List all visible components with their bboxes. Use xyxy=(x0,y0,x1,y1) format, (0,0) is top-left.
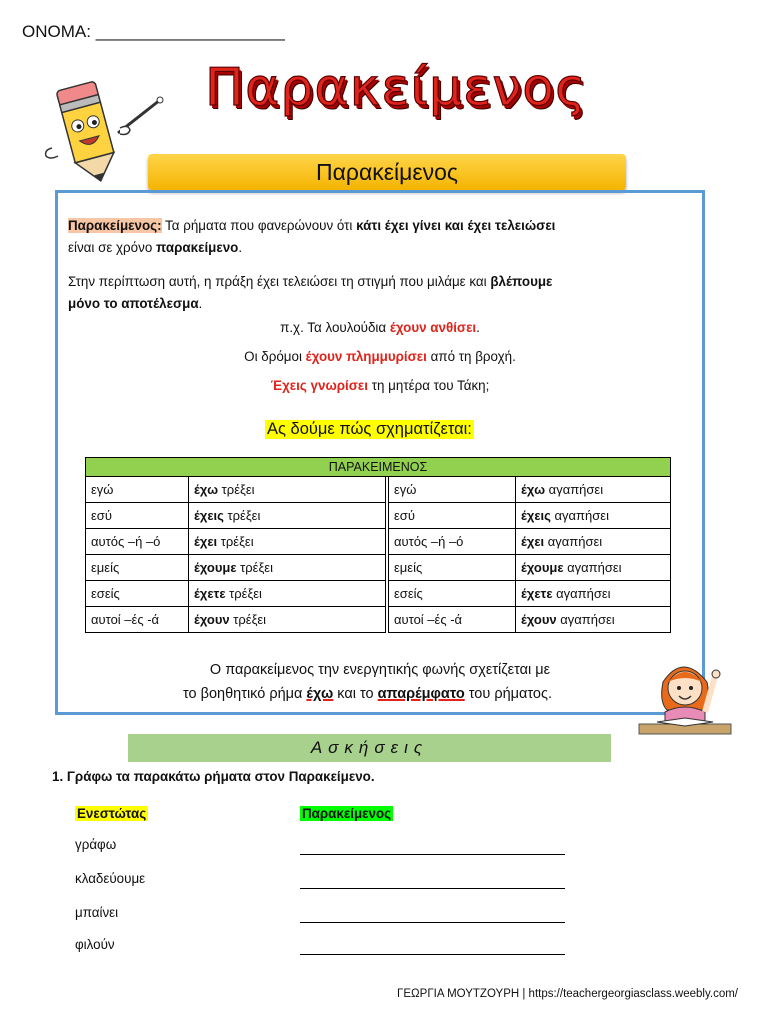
verb-item: φιλούν xyxy=(75,937,115,952)
verb-item: μπαίνει xyxy=(75,905,119,920)
verb-item: κλαδεύουμε xyxy=(75,871,146,886)
infinitive: αγαπήσει xyxy=(545,482,604,497)
note-bold1: έχω xyxy=(306,686,334,702)
auxiliary-verb: έχετε xyxy=(194,586,226,601)
pronoun-cell: αυτοί –ές -ά xyxy=(91,612,160,627)
pronoun-cell: εσύ xyxy=(394,508,415,523)
example-2 xyxy=(58,346,702,367)
verb-cell xyxy=(516,503,671,529)
table-row xyxy=(86,581,671,607)
auxiliary-verb: έχετε xyxy=(521,586,553,601)
pronoun-cell xyxy=(86,555,189,581)
verb-cell xyxy=(516,607,671,633)
infinitive: τρέξει xyxy=(236,560,273,575)
def-bold: κάτι έχει γίνει και έχει τελειώσει xyxy=(356,218,556,233)
infinitive: τρέξει xyxy=(225,586,262,601)
name-field[interactable] xyxy=(22,22,285,42)
note-line-2 xyxy=(55,684,680,705)
conjugation-table xyxy=(85,457,671,633)
pronoun-cell xyxy=(86,477,189,503)
pronoun-cell xyxy=(389,607,516,633)
present-column-header: Ενεστώτας xyxy=(77,806,147,821)
answer-blank-1[interactable] xyxy=(300,853,565,855)
verb-cell xyxy=(189,529,386,555)
verb-cell xyxy=(516,555,671,581)
ex2-red: έχουν πλημμυρίσει xyxy=(305,349,427,364)
para2-end: . xyxy=(198,296,203,311)
definition xyxy=(68,215,692,236)
auxiliary-verb: έχεις xyxy=(521,508,551,523)
ex1-red: έχουν ανθίσει xyxy=(389,320,477,335)
pronoun-cell: εγώ xyxy=(394,482,417,497)
pronoun-cell xyxy=(86,503,189,529)
pronoun-cell xyxy=(389,529,516,555)
verb-cell xyxy=(189,581,386,607)
pronoun-cell: εμείς xyxy=(91,560,120,575)
pronoun-cell xyxy=(86,581,189,607)
note-post: του ρήματος. xyxy=(464,686,552,702)
auxiliary-verb: έχω xyxy=(194,482,219,497)
def-bold2: παρακείμενο xyxy=(156,240,239,255)
verb-cell xyxy=(189,503,386,529)
ex1-pre: π.χ. Τα λουλούδια xyxy=(280,320,390,335)
table-row xyxy=(86,503,671,529)
auxiliary-verb: έχουν xyxy=(194,612,230,627)
infinitive: αγαπήσει xyxy=(544,534,603,549)
page-title: Παρακείμενος xyxy=(205,58,587,118)
para2-bold1: βλέπουμε xyxy=(490,274,553,289)
girl-reading-icon xyxy=(635,652,735,744)
auxiliary-verb: έχουμε xyxy=(194,560,237,575)
def-end: . xyxy=(238,240,243,255)
note-pre: το βοηθητικό ρήμα xyxy=(183,686,307,702)
auxiliary-verb: έχουν xyxy=(521,612,557,627)
pencil-mascot-icon xyxy=(40,78,165,188)
example-1 xyxy=(58,317,702,338)
pronoun-cell: εσείς xyxy=(91,586,120,601)
verb-cell xyxy=(516,477,671,503)
infinitive: αγαπήσει xyxy=(556,612,615,627)
table-row xyxy=(86,607,671,633)
paragraph-2 xyxy=(68,271,692,292)
exercise-1-title: 1. Γράφω τα παρακάτω ρήματα στον Παρακείμενο. xyxy=(52,769,375,784)
footer-credit: ΓΕΩΡΓΙΑ ΜΟΥΤΖΟΥΡΗ | https://teachergeorgiasclass.weebly.com/ xyxy=(397,988,738,1000)
pronoun-cell: εσύ xyxy=(91,508,112,523)
note-bold2: απαρέμφατο xyxy=(377,686,465,702)
infinitive: τρέξει xyxy=(223,508,261,523)
pronoun-cell xyxy=(86,607,189,633)
name-label: ΟΝΟΜΑ: xyxy=(22,22,91,41)
infinitive: αγαπήσει xyxy=(563,560,622,575)
pronoun-cell xyxy=(389,503,516,529)
pronoun-cell xyxy=(86,529,189,555)
def-text: Τα ρήματα που φανερώνουν ότι xyxy=(161,218,357,233)
note-mid: και το xyxy=(333,686,378,702)
exercises-banner: Ασκήσεις xyxy=(128,734,611,762)
ex3-red: Έχεις γνωρίσει xyxy=(270,378,368,393)
verb-cell xyxy=(189,607,386,633)
infinitive: τρέξει xyxy=(218,482,255,497)
example-3 xyxy=(58,375,702,396)
infinitive: τρέξει xyxy=(217,534,254,549)
pronoun-cell: αυτός –ή –ό xyxy=(91,534,161,549)
ex2-pre: Οι δρόμοι xyxy=(244,349,306,364)
auxiliary-verb: έχει xyxy=(194,534,218,549)
pronoun-cell: εσείς xyxy=(394,586,423,601)
para2-text: Στην περίπτωση αυτή, η πράξη έχει τελειώσει τη στιγμή που μιλάμε και xyxy=(68,274,491,289)
answer-blank-3[interactable] xyxy=(300,921,565,923)
infinitive: αγαπήσει xyxy=(550,508,609,523)
pronoun-cell xyxy=(389,581,516,607)
verb-cell xyxy=(189,555,386,581)
section-banner: Παρακείμενος xyxy=(148,154,626,190)
table-header: ΠΑΡΑΚΕΙΜΕΝΟΣ xyxy=(86,458,671,477)
verb-item: γράφω xyxy=(75,837,117,852)
ex1-post: . xyxy=(476,320,480,335)
perfect-column-header: Παρακείμενος xyxy=(302,806,392,821)
auxiliary-verb: έχεις xyxy=(194,508,224,523)
pronoun-cell: εγώ xyxy=(91,482,114,497)
answer-blank-4[interactable] xyxy=(300,953,565,955)
infinitive: αγαπήσει xyxy=(552,586,611,601)
pronoun-cell: αυτοί –ές -ά xyxy=(394,612,463,627)
auxiliary-verb: έχω xyxy=(521,482,546,497)
pronoun-cell: εμείς xyxy=(394,560,423,575)
verb-cell xyxy=(516,529,671,555)
para2-bold2: μόνο το αποτέλεσμα xyxy=(68,296,199,311)
ex3-post: τη μητέρα του Τάκη; xyxy=(368,378,490,393)
verb-cell xyxy=(516,581,671,607)
paragraph-2-line2 xyxy=(68,293,202,314)
def-text2: είναι σε χρόνο xyxy=(68,240,156,255)
name-blank: ____________________ xyxy=(95,22,285,41)
auxiliary-verb: έχει xyxy=(521,534,545,549)
ex2-post: από τη βροχή. xyxy=(426,349,516,364)
see-how-heading: Ας δούμε πώς σχηματίζεται: xyxy=(267,420,472,438)
pronoun-cell: αυτός –ή –ό xyxy=(394,534,464,549)
term-label: Παρακείμενος: xyxy=(68,218,162,233)
auxiliary-verb: έχουμε xyxy=(521,560,564,575)
answer-blank-2[interactable] xyxy=(300,887,565,889)
table-row xyxy=(86,477,671,503)
table-row xyxy=(86,529,671,555)
definition-line2 xyxy=(68,237,242,258)
pronoun-cell xyxy=(389,555,516,581)
pronoun-cell xyxy=(389,477,516,503)
theory-box xyxy=(55,190,705,715)
note-line-1: Ο παρακείμενος την ενεργητικής φωνής σχετίζεται με xyxy=(209,662,551,678)
verb-cell xyxy=(189,477,386,503)
table-row xyxy=(86,555,671,581)
infinitive: τρέξει xyxy=(229,612,267,627)
